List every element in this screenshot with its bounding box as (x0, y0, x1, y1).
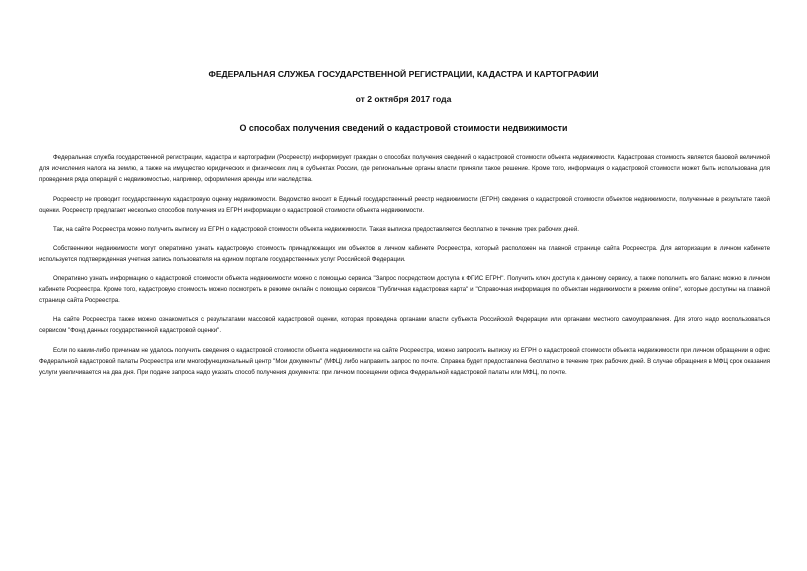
document-title: О способах получения сведений о кадастровой стоимости недвижимости (239, 123, 568, 133)
paragraph-mass-valuation: На сайте Росреестра также можно ознакомиться с результатами массовой кадастровой оценки, которая проведена органами власти субъекта Российской Федерации или органами местного самоуправления. Для этого надо воспользоваться сервисом "Фонд данных государственной кадастровой оценки". (39, 316, 770, 334)
paragraph-egrn-info: Росреестр не проводит государственную кадастровую оценку недвижимости. Ведомство вносит в Единый государственный реестр недвижимости (ЕГРН) сведения о кадастровой стоимости объектов недвижимости, полученные в результате такой оценки. Росреестр предлагает несколько способов получения из ЕГРН информации о кадастровой стоимости объекта недвижимости. (39, 196, 770, 214)
paragraph-personal-account: Собственники недвижимости могут оперативно узнать кадастровую стоимость принадлежащих им объектов в личном кабинете Росреестра, который расположен на главной странице сайта Росреестра. Для авторизации в личном кабинете используется подтвержденная учетная запись пользователя на едином портале государственных услуг Российской Федерации. (39, 245, 770, 263)
paragraph-office-request: Если по каким-либо причинам не удалось получить сведения о кадастровой стоимости объекта недвижимости на сайте Росреестра, можно запросить выписку из ЕГРН о кадастровой стоимости объекта недвижимости при личном обращении в офис Федеральной кадастровой палаты Росреестра или многофункциональный центр "Мои документы" (МФЦ) либо направить запрос по почте. Справка будет предоставлена бесплатно в течение трех рабочих дней. В случае обращения в МФЦ срок оказания услуги увеличивается на два дня. При подаче запроса надо указать способ получения документа: при личном посещении офиса Федеральной кадастровой палаты или МФЦ, по почте. (39, 347, 770, 376)
document-date: от 2 октября 2017 года (355, 94, 452, 104)
paragraph-website-extract: Так, на сайте Росреестра можно получить выписку из ЕГРН о кадастровой стоимости объекта недвижимости. Такая выписка предоставляется бесплатно в течение трех рабочих дней. (53, 226, 579, 233)
paragraph-intro: Федеральная служба государственной регистрации, кадастра и картографии (Росреестр) информирует граждан о способах получения сведений о кадастровой стоимости объекта недвижимости. Кадастровая стоимость является базовой величиной для исчисления налога на землю, а также на имущество юридических и физических лиц в субъектах России, где региональные органы власти приняли такое решение. Кроме того, информация о кадастровой стоимости может быть использована для проведения ряда операций с недвижимостью, например, оформления аренды или наследства. (39, 154, 770, 183)
paragraph-online-services: Оперативно узнать информацию о кадастровой стоимости объекта недвижимости можно с помощью сервиса "Запрос посредством доступа к ФГИС ЕГРН". Получить ключ доступа к данному сервису, а также пополнить его баланс можно в личном кабинете Росреестра. Кроме того, кадастровую стоимость можно посмотреть в режиме онлайн с помощью сервисов "Публичная кадастровая карта" и "Справочная информация по объектам недвижимости в режиме online", которые доступны на главной странице сайта Росреестра. (39, 275, 770, 304)
agency-heading: ФЕДЕРАЛЬНАЯ СЛУЖБА ГОСУДАРСТВЕННОЙ РЕГИСТРАЦИИ, КАДАСТРА И КАРТОГРАФИИ (208, 69, 599, 79)
